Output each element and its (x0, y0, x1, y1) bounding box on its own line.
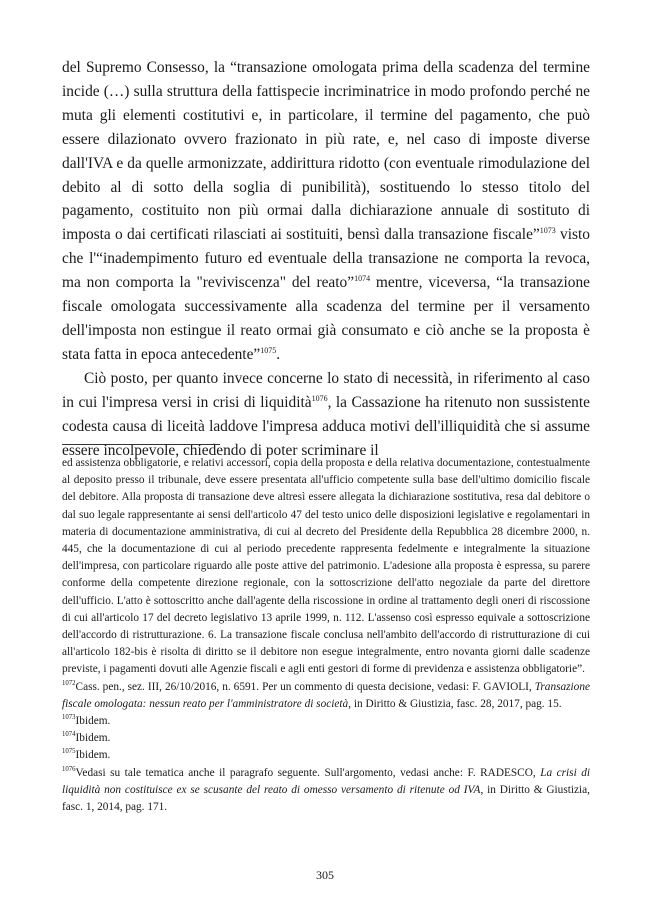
footnote (62, 730, 590, 747)
text-run: visto che l'“inadempimento futuro ed eventuale della transazione ne comporta la revoca, ma non comporta la "reviviscenza" del reato” (62, 226, 590, 292)
footnote-continuation: ed assistenza obbligatorie, e relativi accessori, copia della proposta e della relativa documentazione, contestualmente al deposito presso il tribunale, deve essere presentata all'ufficio competente sulla base dell'ultimo domicilio fiscale del debitore. Alla proposta di transazione deve altresì essere allegata la dichiarazione sostitutiva, resa dal debitore o dal suo legale rappresentante ai sensi dell'articolo 47 del testo unico delle disposizioni legislative e regolamentari in materia di documentazione amministrativa, di cui al decreto del Presidente della Repubblica 28 dicembre 2000, n. 445, che la documentazione di cui al periodo precedente rappresenta fedelmente e integralmente la situazione dell'impresa, con particolare riguardo alle poste attive del patrimonio. L'adesione alla proposta è espressa, su parere conforme della competente direzione regionale, con la sottoscrizione dell'atto negoziale da parte del direttore dell'ufficio. L'atto è sottoscritto anche dall'agente della riscossione in ordine al trattamento degli oneri di riscossione di cui all'articolo 17 del decreto legislativo 13 aprile 1999, n. 112. L'assenso così espresso equivale a sottoscrizione dell'accordo di ristrutturazione. 6. La transazione fiscale conclusa nell'ambito dell'accordo di ristrutturazione di cui all'articolo 182-bis è risolta di diritto se il debitore non esegue integralmente, entro novanta giorni dalle scadenze previste, i pagamenti dovuti alle Agenzie fiscali e agli enti gestori di forme di previdenza e assistenza obbligatorie”. (62, 457, 590, 676)
footnote-text: Cass. pen., sez. III, 26/10/2016, n. 6591. Per un commento di questa decisione, vedasi: F. GAVIOLI, (75, 680, 535, 693)
footnote (62, 747, 590, 764)
text-run: . (276, 345, 281, 363)
footnotes (62, 455, 590, 816)
page-number: 305 (316, 868, 334, 882)
footnote-number: 1072 (62, 679, 76, 687)
footnote-text: Ibidem. (75, 732, 111, 745)
text-run: Ciò posto, per quanto invece concerne lo stato di necessità, in riferimento al caso in cui l'impresa versi in crisi di liquidità (62, 369, 590, 411)
text-run: mentre, viceversa, “la transazione fiscale omologata successivamente alla scadenza del termine per il versamento dell'imposta non estingue il reato ormai già consumato e ciò anche se la proposta è stata fatta in epoca antecedente” (62, 274, 590, 363)
footnote-number: 1075 (62, 748, 76, 756)
footnote-text: Vedasi su tale tematica anche il paragrafo seguente. Sull'argomento, vedasi anche: F. RADESCO, (75, 766, 541, 779)
cited-title: Transazione fiscale omologata: nessun reato per l'amministratore di società (62, 680, 590, 710)
footnote-number: 1073 (62, 714, 76, 722)
footnote-ref[interactable]: 1073 (539, 226, 556, 236)
footnote (62, 679, 590, 713)
footnote-ref[interactable]: 1076 (311, 393, 328, 403)
main-text (62, 56, 590, 462)
footnote-ref[interactable]: 1075 (260, 345, 277, 355)
text-run: del Supremo Consesso, la “transazione omologata prima della scadenza del termine incide (…) sulla struttura della fattispecie incriminatrice in modo profondo perché ne muta gli elementi costitutivi e, in particolare, il termine del pagamento, che può essere dilazionato ovvero frazionato in più rate, e, nel caso di imposte diverse dall'IVA e da quelle armonizzate, addirittura ridotto (con eventuale rimodulazione del debito al di sotto della soglia di punibilità), sostituendo lo stesso titolo del pagamento, costituito non più ormai dalla dichiarazione annuale di sostituto di imposta o dai certificati rilasciati ai sostituiti, bensì dalla transazione fiscale” (62, 59, 590, 244)
footnote (62, 713, 590, 730)
footnote-text: , in Diritto & Giustizia, fasc. 1, 2014, pag. 171. (62, 783, 590, 814)
paragraph (62, 367, 590, 463)
paragraph (62, 56, 590, 367)
cited-title: La crisi di liquidità non costituisce ex se scusante del reato di omesso versamento di ritenute od IVA (62, 766, 590, 796)
footnote-text: Ibidem. (75, 715, 111, 728)
footnote-text: , in Diritto & Giustizia, fasc. 28, 2017, pag. 15. (348, 697, 562, 710)
footnote-number: 1074 (62, 731, 76, 739)
footnote (62, 765, 590, 817)
footnote-number: 1076 (62, 765, 76, 773)
footnote-text: Ibidem. (75, 749, 111, 762)
text-run: , la Cassazione ha ritenuto non sussistente codesta causa di liceità laddove l'impresa adduca motivi dell'illiquidità che si assume essere incolpevole, chiedendo di poter scriminare il (62, 393, 590, 459)
footnote-ref[interactable]: 1074 (354, 274, 371, 284)
footnote-separator (62, 444, 220, 445)
